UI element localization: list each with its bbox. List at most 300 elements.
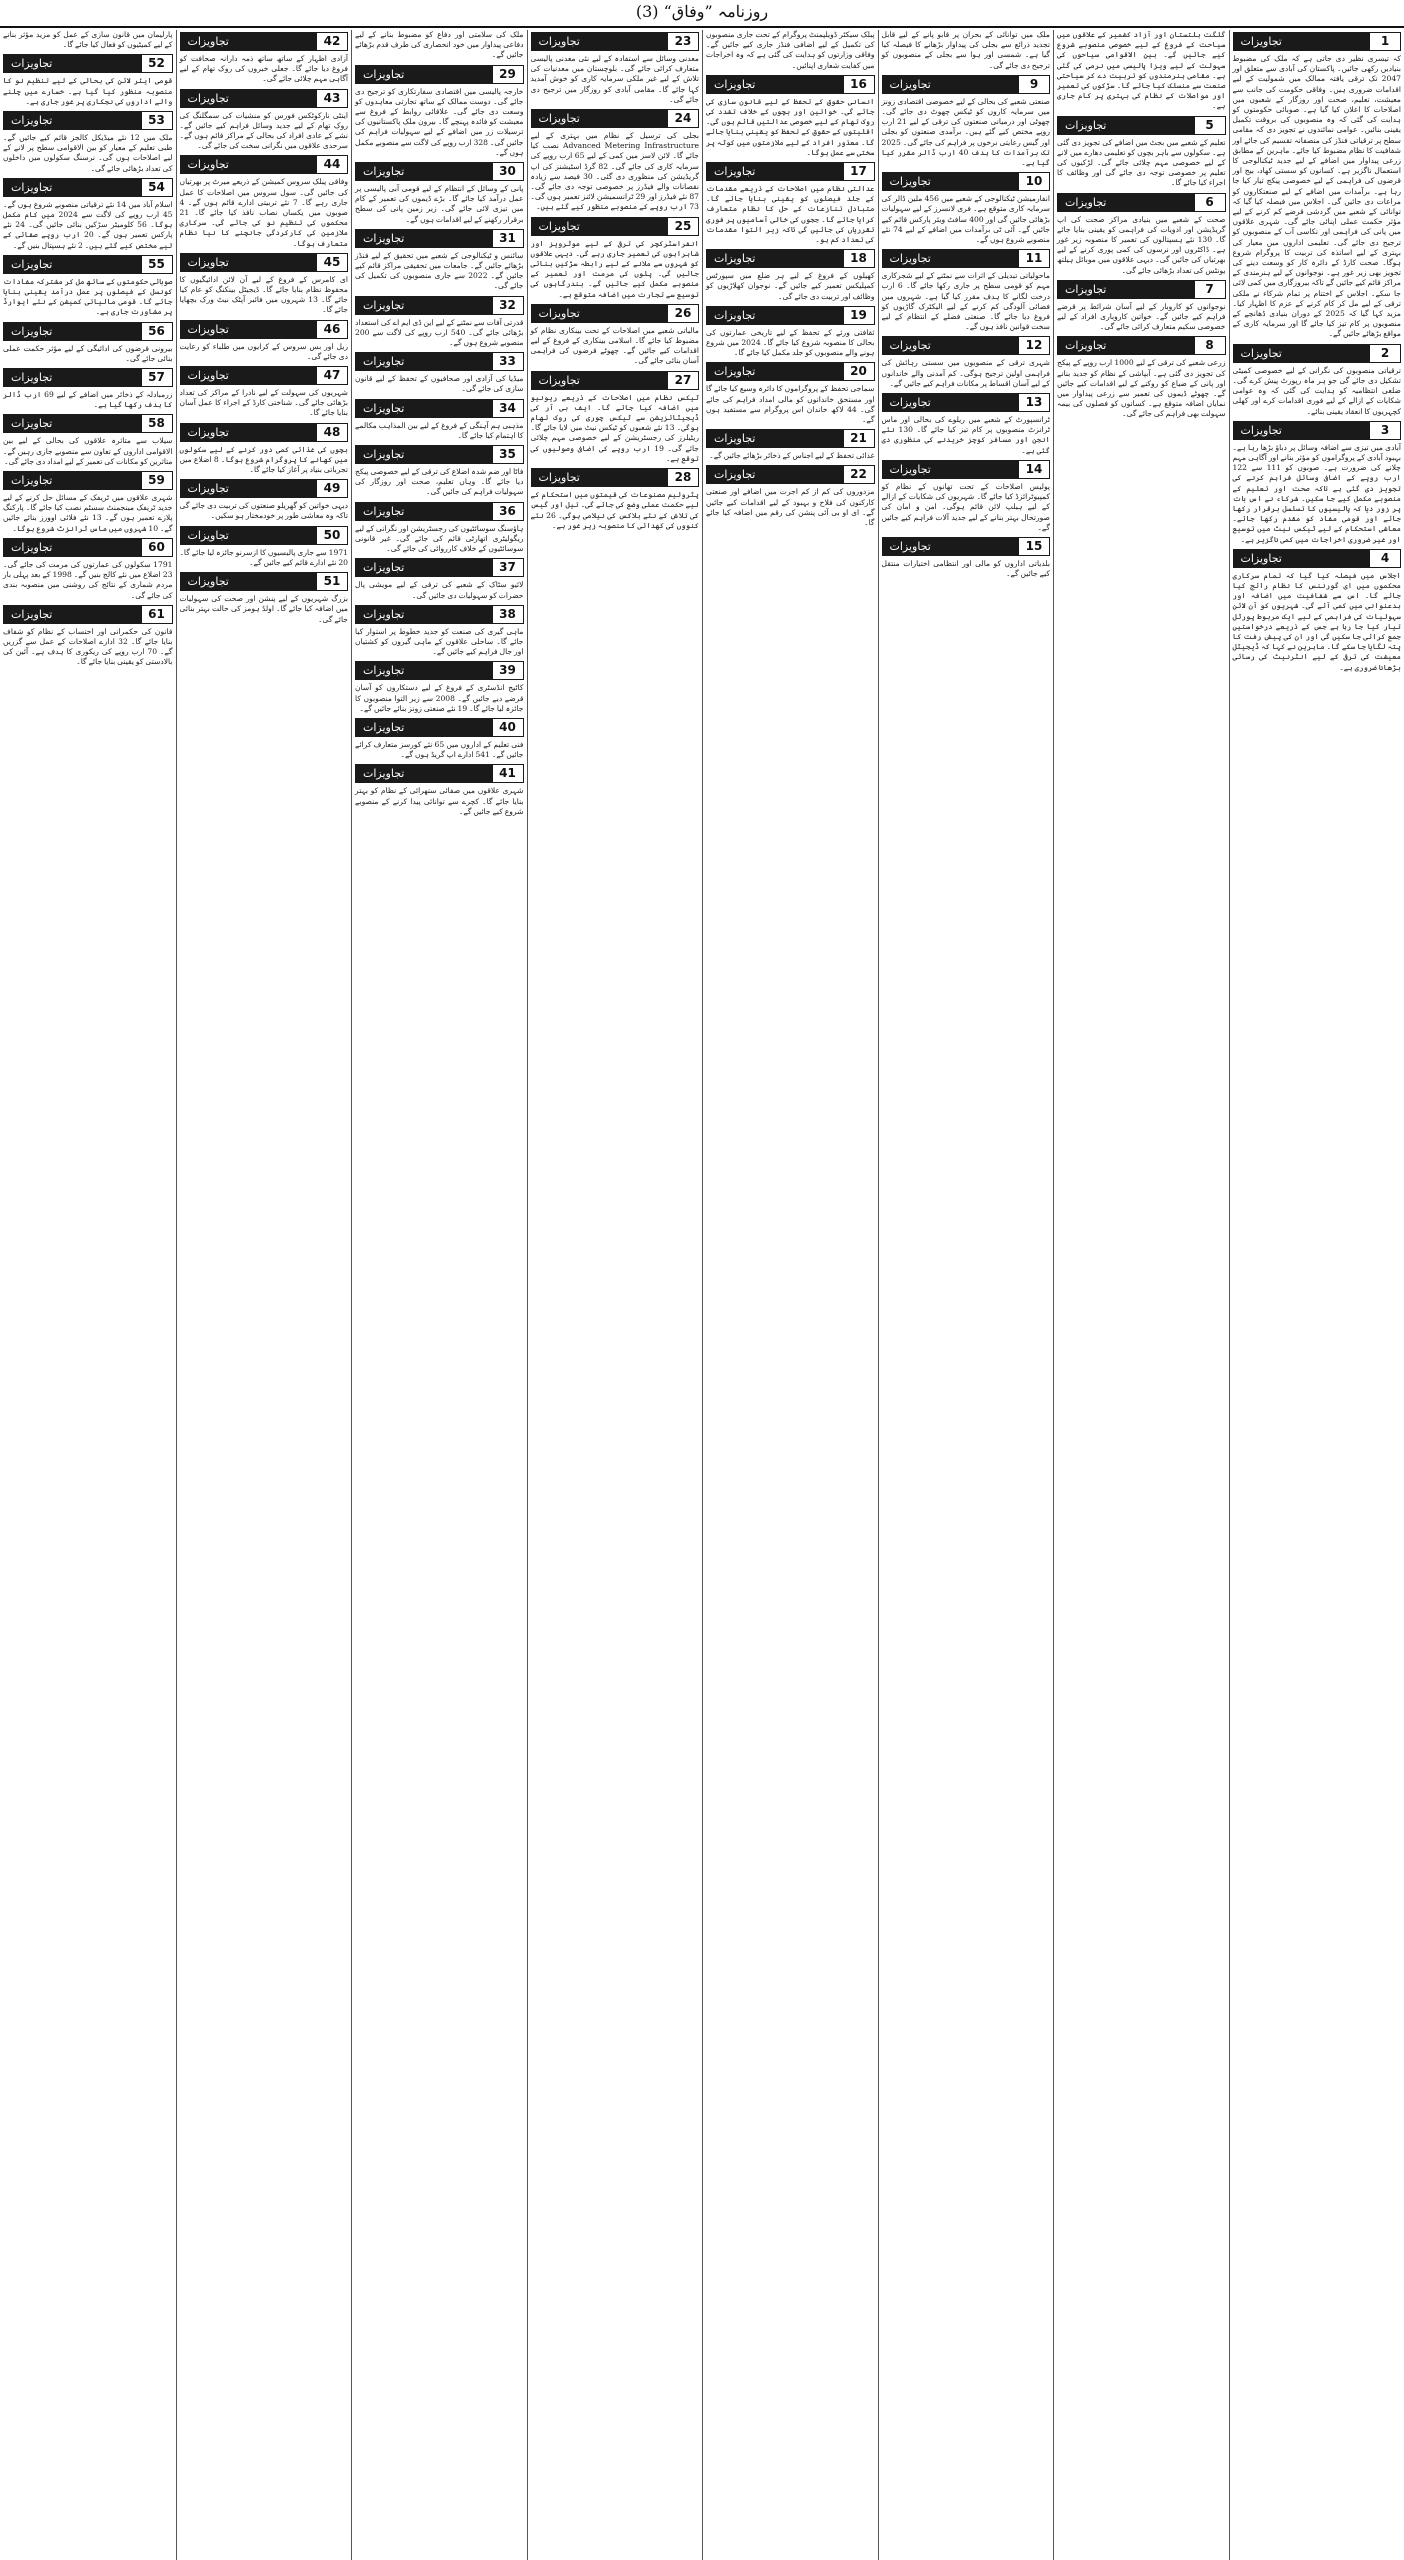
proposal-number: 13 [1018,393,1050,412]
proposal-heading-bar [180,479,349,498]
proposal-item [1057,116,1226,189]
proposal-item [706,362,875,425]
proposal-heading-label: تجاویزات [889,539,931,553]
proposal-item [706,465,875,528]
proposal-number: 58 [141,414,173,433]
proposal-number: 8 [1194,336,1226,355]
proposal-heading-label: تجاویزات [889,77,931,91]
proposal-body-text: ملک میں توانائی کے بحران پر قابو پانے کے لیے قابل تجدید ذرائع سے بجلی کی پیداوار بڑھانے کا فیصلہ کیا گیا ہے۔ شمسی اور ہوا سے بجلی کے منصوبوں کو ترجیح دی جائے گی۔ [881,30,1050,70]
proposal-number: 24 [667,109,699,128]
proposal-item [531,468,700,531]
proposal-body-text: آزادی اظہار کے ساتھ ساتھ ذمہ دارانہ صحافت کو فروغ دیا جائے گا۔ جعلی خبروں کی روک تھام کے لیے آگاہی مہم چلائی جائے گی۔ [179,54,348,84]
proposal-number: 47 [316,366,348,385]
proposal-body-text: لائیو سٹاک کے شعبے کی ترقی کے لیے مویشی پال حضرات کو سہولیات دی جائیں گی۔ [355,580,524,600]
proposal-heading-bar [706,249,875,268]
proposal-body-text: اینٹی نارکوٹکس فورس کو منشیات کی سمگلنگ کی روک تھام کے لیے جدید وسائل فراہم کیے جائیں گے۔ نشے کے عادی افراد کی بحالی کے مراکز قائم ہوں گے۔ سرحدی علاقوں میں نگرانی سخت کی جائے گی۔ [179,110,348,151]
proposal-number: 11 [1018,249,1050,268]
proposal-heading-bar [180,320,349,339]
proposal-body-text: شہری علاقوں میں صفائی ستھرائی کے نظام کو بہتر بنایا جائے گا۔ کچرے سے توانائی پیدا کرنے کے منصوبے شروع کیے جائیں گے۔ [355,786,524,816]
proposal-number: 36 [492,502,524,521]
proposal-item [180,479,349,521]
proposal-body-text: ملک کی سلامتی اور دفاع کو مضبوط بنانے کے لیے دفاعی پیداوار میں خود انحصاری کی طرف قدم بڑھائے جائیں گے۔ [355,30,524,60]
proposal-heading-bar [1057,336,1226,355]
proposal-body-text: انسانی حقوق کے تحفظ کے لیے قانون سازی کی جائے گی۔ خواتین اور بچوں کے خلاف تشدد کی روک تھام کے لیے خصوصی عدالتیں قائم ہوں گی۔ اقلیتوں کے حقوق کے تحفظ کو یقینی بنایا جائے گا۔ معذور افراد کے لیے ملازمتوں میں کوٹہ پر سختی سے عمل ہوگا۔ [706,96,875,157]
proposal-item [706,306,875,359]
proposal-heading-bar [882,460,1051,479]
proposal-heading-bar [531,109,700,128]
proposal-heading-label: تجاویزات [187,158,229,172]
proposal-heading-label: تجاویزات [11,257,53,271]
proposal-heading-bar [1057,193,1226,212]
proposal-heading-label: تجاویزات [187,575,229,589]
proposal-body-text: ٹرانسپورٹ کے شعبے میں ریلوے کی بحالی اور ماس ٹرانزٹ منصوبوں پر کام تیز کیا جائے گا۔ 130 نئے انجن اور مسافر کوچز خریدنے کی منظوری دی گئی ہے۔ [881,415,1051,455]
proposal-heading-bar [355,718,524,737]
proposal-item [882,75,1051,168]
proposal-number: 38 [492,605,524,624]
proposal-item [355,352,524,394]
proposal-item [3,368,173,410]
proposal-heading-label: تجاویزات [889,339,931,353]
proposal-body-text: غذائی تحفظ کے لیے اجناس کے ذخائر بڑھائے جائیں گے۔ [709,451,875,461]
proposal-number: 39 [492,661,524,680]
proposal-heading-bar [355,399,524,418]
proposal-body-text: پولیس اصلاحات کے تحت تھانوں کے نظام کو کمپیوٹرائزڈ کیا جائے گا۔ شہریوں کی شکایات کے ازالے کے لیے ہیلپ لائن قائم ہوگی۔ امن و امان کی صورتحال بہتر بنانے کے لیے جدید آلات فراہم کیے جائیں گے۔ [881,481,1050,532]
proposal-body-text: بیرونی قرضوں کی ادائیگی کے لیے مؤثر حکمت عملی بنائی جائے گی۔ [3,343,173,363]
proposal-number: 46 [316,320,348,339]
proposal-heading-label: تجاویزات [538,373,580,387]
proposal-body-text: کہ تیسری نظیر دی جاتی ہے کہ ملک کی مضبوط بنیادیں رکھی جائیں۔ پاکستان کی آبادی سے متعلق اور 2047 تک ترقی یافتہ ممالک میں شمولیت کے لیے اقدامات ضروری ہیں۔ وفاقی حکومت کی جانب سے معیشت، تعلیم، صحت اور روزگار کے شعبوں میں اصلاحات کا اعلان کیا گیا ہے۔ صوبائی حکومتوں کو ہدایت کی گئی کہ وہ منصوبوں کی بروقت تکمیل یقینی بنائیں۔ عوامی نمائندوں نے تجویز دی کہ مقامی سطح پر ترقیاتی فنڈز کی منصفانہ تقسیم کی جائے اور شفافیت کا نظام مضبوط کیا جائے۔ ماہرین کے مطابق زرعی پیداوار میں اضافے کے لیے جدید ٹیکنالوجی کا استعمال ناگزیر ہے۔ کسانوں کو سستی کھاد، بیج اور قرضوں کی فراہمی کے لیے خصوصی پیکج تیار کیا جا رہا ہے۔ برآمدات میں اضافے کے لیے صنعتکاروں کو مراعات دی جائیں گی۔ اجلاس میں فیصلہ کیا گیا کہ توانائی کے شعبے میں گردشی قرضے کم کرنے کے لیے مؤثر حکمت عملی اپنائی جائے گی۔ شہری علاقوں میں پانی کی فراہمی اور نکاسی آب کے منصوبوں کو ترجیح دی جائے گی۔ تعلیمی اداروں میں معیار کی بہتری کے لیے اساتذہ کی تربیت کا پروگرام شروع ہوگا۔ صحت کارڈ کے دائرہ کار کو وسعت دینے کی تجویز بھی زیر غور ہے۔ نوجوانوں کے لیے ہنرمندی کے مراکز قائم کیے جائیں گے تاکہ بیروزگاری میں کمی لائی جا سکے۔ اجلاس کے اختتام پر تمام شرکاء نے ملکی ترقی کے لیے مل کر کام کرنے کے عزم کا اظہار کیا۔ مزید کہا گیا کہ 2025 کے دوران بنیادی ڈھانچے کے منصوبوں پر کام تیز کیا جائے گا اور سرمایہ کاری کے مواقع بڑھائے جائیں گے۔ [1232,54,1401,339]
proposal-item [531,217,700,300]
proposal-body-text: قومی ایئر لائن کی بحالی کے لیے تنظیم نو کا منصوبہ منظور کیا گیا ہے۔ خسارے میں چلنے والے اداروں کی نجکاری پر غور جاری ہے۔ [3,76,173,106]
proposal-body-text: گلگت بلتستان اور آزاد کشمیر کے علاقوں میں سیاحت کے فروغ کے لیے خصوصی منصوبے شروع کیے جائیں گے۔ بین الاقوامی سیاحوں کی سہولت کے لیے ویزا پالیسی میں نرمی کی گئی ہے۔ مقامی ہنرمندوں کو تربیت دے کر سیاحتی صنعت سے منسلک کیا جائے گا۔ سڑکوں کی تعمیر اور مواصلات کے نظام کی بہتری پر کام جاری ہے۔ [1057,30,1226,111]
proposal-number: 9 [1018,75,1050,94]
proposal-heading-label: تجاویزات [363,448,405,462]
proposal-heading-bar [180,366,349,385]
proposal-body-text: مذہبی ہم آہنگی کے فروغ کے لیے بین المذاہب مکالمے کا اہتمام کیا جائے گا۔ [355,420,524,440]
proposal-item [882,249,1051,332]
proposal-number: 3 [1369,421,1401,440]
proposal-body-text: فنی تعلیم کے اداروں میں 65 نئے کورسز متعارف کرائے جائیں گے۔ 541 ادارے اپ گریڈ ہوں گے۔ [355,739,524,760]
proposal-number: 49 [316,479,348,498]
proposal-heading-label: تجاویزات [889,252,931,266]
proposal-heading-label: تجاویزات [187,425,229,439]
proposal-number: 50 [316,526,348,545]
proposal-heading-label: تجاویزات [363,298,405,312]
proposal-body-text: مالیاتی شعبے میں اصلاحات کے تحت بینکاری نظام کو مضبوط کیا جائے گا۔ اسلامی بینکاری کے فروغ کے لیے اقدامات کیے جائیں گے۔ چھوٹے قرضوں کی فراہمی آسان بنائی جائے گی۔ [530,325,699,366]
proposal-heading-bar [180,155,349,174]
proposal-heading-bar [531,217,700,236]
proposal-item [3,111,173,174]
proposal-item [180,423,349,476]
proposal-body-text: صحت کے شعبے میں بنیادی مراکز صحت کی اپ گریڈیشن اور ادویات کی فراہمی کو یقینی بنایا جائے گا۔ 130 نئے ہسپتالوں کی تعمیر کا منصوبہ زیر غور ہے۔ ڈاکٹروں اور نرسوں کی کمی پوری کرنے کے لیے بھرتیاں کی جائیں گی۔ دیہی علاقوں میں موبائل ہیلتھ یونٹس کی تعداد بڑھائی جائے گی۔ [1057,214,1226,275]
proposal-item [882,336,1051,389]
proposal-number: 2 [1369,344,1401,363]
proposal-body-text: شہریوں کی سہولت کے لیے نادرا کے مراکز کی تعداد بڑھائی جائے گی۔ شناختی کارڈ کے اجراء کا عمل آسان بنایا جائے گا۔ [179,388,348,418]
proposal-number: 43 [316,89,348,108]
proposal-number: 40 [492,718,524,737]
proposal-heading-label: تجاویزات [187,369,229,383]
proposal-item [355,718,524,760]
proposal-body-text: نوجوانوں کو کاروبار کے لیے آسان شرائط پر قرضے فراہم کیے جائیں گے۔ خواتین کاروباری افراد کے لیے خصوصی سکیم متعارف کرائی جائے گی۔ [1057,301,1226,332]
proposal-item [180,253,349,316]
proposal-heading-label: تجاویزات [11,540,53,554]
proposal-body-text: اجلاس میں فیصلہ کیا گیا کہ تمام سرکاری محکموں میں ای گورننس کا نظام رائج کیا جائے گا۔ اس سے شفافیت میں اضافہ اور بدعنوانی میں کمی آئے گی۔ شہریوں کو آن لائن سہولیات کی فراہمی کے لیے ایک مربوط پورٹل تیار کیا جا رہا ہے جس کے ذریعے درخواستیں جمع کرائی جا سکیں گی اور ان کی پیش رفت کا پتہ لگایا جا سکے گا۔ ماہرین نے کہا کہ ڈیجیٹل معیشت کی ترقی کے لیے انٹرنیٹ کی رسائی بڑھانا ضروری ہے۔ [1232,570,1401,672]
proposal-number: 6 [1194,193,1226,212]
proposal-number: 35 [492,445,524,464]
proposal-heading-bar [3,538,173,557]
proposal-number: 14 [1018,460,1050,479]
proposal-heading-label: تجاویزات [363,767,405,781]
proposal-heading-label: تجاویزات [1240,35,1282,48]
proposal-heading-bar [3,471,173,490]
proposal-item [882,537,1051,579]
proposal-number: 5 [1194,116,1226,135]
proposal-heading-bar [3,605,173,624]
proposal-heading-bar [180,423,349,442]
proposal-body-text: پبلک سیکٹر ڈویلپمنٹ پروگرام کے تحت جاری منصوبوں کی تکمیل کے لیے اضافی فنڈز جاری کیے جائیں گے۔ وفاقی وزارتوں کو ہدایت کی گئی ہے کہ وہ اخراجات میں کفایت شعاری اپنائیں۔ [706,30,875,70]
proposal-body-text: قانون کی حکمرانی اور احتساب کے نظام کو شفاف بنایا جائے گا۔ 32 ادارے اصلاحات کے عمل سے گزریں گے۔ 70 ارب روپے کی ریکوری کا ہدف ہے۔ آئین کی بالادستی کو یقینی بنایا جائے گا۔ [3,626,173,667]
proposal-heading-label: تجاویزات [187,91,229,105]
proposal-number: 41 [492,764,524,783]
proposal-body-text: شہری ترقی کے منصوبوں میں سستی رہائش کی فراہمی اولین ترجیح ہوگی۔ کم آمدنی والے خاندانوں کے لیے آسان اقساط پر مکانات فراہم کیے جائیں گے۔ [881,358,1050,388]
proposal-heading-label: تجاویزات [714,365,756,379]
proposal-heading-label: تجاویزات [538,306,580,320]
proposal-heading-label: تجاویزات [363,720,405,734]
proposal-number: 15 [1018,537,1050,556]
proposal-body-text: ملک میں 12 نئے میڈیکل کالجز قائم کیے جائیں گے۔ طبی تعلیم کے معیار کو بین الاقوامی سطح پر لانے کے لیے اصلاحات ہوں گی۔ نرسنگ سکولوں میں داخلوں کی تعداد بڑھائی جائے گی۔ [3,133,173,173]
proposal-heading-bar [3,255,173,274]
proposal-item [882,172,1051,245]
proposal-heading-bar [3,414,173,433]
proposal-body-text: صنعتی شعبے کی بحالی کے لیے خصوصی اقتصادی زونز میں سرمایہ کاروں کو ٹیکس چھوٹ دی جائے گی۔ چھوٹی اور درمیانی صنعتوں کی ترقی کے لیے 21 ارب روپے مختص کیے گئے ہیں۔ برآمدی صنعتوں کو بجلی اور گیس رعایتی نرخوں پر فراہم کی جائے گی۔ 2025 تک برآمدات کا ہدف 40 ارب ڈالر مقرر کیا گیا ہے۔ [881,96,1051,168]
column-4 [702,30,878,2560]
column-2 [1053,30,1229,2560]
proposal-heading-bar [1057,116,1226,135]
proposal-heading-bar [706,429,875,448]
proposal-body-text: بجلی کی ترسیل کے نظام میں بہتری کے لیے Advanced Metering Infrastructure نصب کیا جائے گا۔ لائن لاسز میں کمی کے لیے 65 ارب روپے کی سرمایہ کاری کی جائے گی۔ 82 گرڈ اسٹیشنز کی اپ گریڈیشن کی منظوری دی گئی۔ 30 فیصد سے زیادہ نقصانات والے فیڈرز پر خصوصی توجہ دی جائے گی۔ 87 نئے فیڈرز اور 29 ٹرانسمیشن لائنز تعمیر ہوں گی۔ 73 ارب روپے کے منصوبے منظور کیے گئے ہیں۔ [530,131,700,212]
proposal-number: 20 [843,362,875,381]
proposal-body-text: زرعی شعبے کی ترقی کے لیے 1000 ارب روپے کے پیکج کی تجویز دی گئی ہے۔ آبپاشی کے نظام کو جدید بنانے اور پانی کے ضیاع کو روکنے کے لیے اقدامات کیے جائیں گے۔ چھوٹے ڈیموں کی تعمیر سے زرعی پیداوار میں نمایاں اضافہ متوقع ہے۔ کسانوں کو فصلوں کی بیمہ سہولت بھی فراہم کی جائے گی۔ [1057,358,1226,419]
proposal-body-text: سماجی تحفظ کے پروگراموں کا دائرہ وسیع کیا جائے گا اور مستحق خاندانوں کو مالی امداد فراہم کی جائے گی۔ 44 لاکھ خاندان اس پروگرام سے مستفید ہوں گے۔ [706,384,875,425]
proposal-number: 29 [492,65,524,84]
proposal-heading-bar [1233,549,1402,568]
proposal-number: 60 [141,538,173,557]
proposal-heading-label: تجاویزات [363,401,405,415]
proposal-item [706,162,875,245]
proposal-heading-label: تجاویزات [187,322,229,336]
proposal-heading-label: تجاویزات [187,482,229,496]
proposal-heading-bar [706,306,875,325]
proposal-heading-label: تجاویزات [714,252,756,266]
proposal-heading-label: تجاویزات [538,471,580,485]
proposal-heading-bar [882,249,1051,268]
proposal-number: 1 [1369,32,1401,51]
proposal-heading-label: تجاویزات [538,219,580,233]
proposal-item [355,764,524,817]
proposal-number: 44 [316,155,348,174]
proposal-body-text: ثقافتی ورثے کے تحفظ کے لیے تاریخی عمارتوں کی بحالی کا منصوبہ شروع کیا جائے گا۔ 2024 میں شروع ہونے والے منصوبوں کو جلد مکمل کیا جائے گا۔ [706,327,875,358]
proposal-item [3,538,173,601]
proposal-number: 17 [843,162,875,181]
proposal-heading-label: تجاویزات [363,355,405,369]
proposal-item [355,445,524,498]
proposal-heading-bar [355,162,524,181]
proposal-body-text: انفارمیشن ٹیکنالوجی کے شعبے میں 456 ملین ڈالر کی سرمایہ کاری متوقع ہے۔ فری لانسرز کے لیے سہولیات بڑھائی جائیں گی اور 400 سافٹ ویئر پارکس قائم کیے جائیں گے۔ آئی ٹی برآمدات میں اضافے کے لیے 74 نئے منصوبے شروع ہوں گے۔ [881,194,1050,245]
proposal-body-text: 1791 سکولوں کی عمارتوں کی مرمت کی جائے گی۔ 23 اضلاع میں نئے کالج بنیں گے۔ 1998 کے بعد پہلی بار مردم شماری کے نتائج کی روشنی میں منصوبہ بندی کی جائے گی۔ [3,559,173,600]
proposal-item [3,54,173,107]
proposal-body-text: دیہی خواتین کو گھریلو صنعتوں کی تربیت دی جائے گی تاکہ وہ معاشی طور پر خودمختار ہو سکیں۔ [179,501,348,521]
proposal-number: 42 [316,32,348,51]
proposal-heading-bar [706,75,875,94]
proposal-heading-label: تجاویزات [363,561,405,575]
proposal-heading-bar [180,253,349,272]
proposal-heading-bar [180,572,349,591]
proposal-heading-label: تجاویزات [1065,195,1107,209]
proposal-heading-label: تجاویزات [1240,551,1282,565]
proposal-item [180,89,349,152]
proposal-number: 4 [1369,549,1401,568]
proposal-heading-bar [355,296,524,315]
proposal-body-text: ماہی گیری کی صنعت کو جدید خطوط پر استوار کیا جائے گا۔ ساحلی علاقوں کے ماہی گیروں کو کشتیاں اور جال فراہم کیے جائیں گے۔ [355,626,524,657]
proposal-body-text: ٹیکس نظام میں اصلاحات کے ذریعے ریونیو میں اضافہ کیا جائے گا۔ ایف بی آر کی ڈیجیٹائزیشن سے ٹیکس چوری کی روک تھام ہوگی۔ 13 نئے شعبوں کو ٹیکس نیٹ میں لایا جائے گا۔ ریٹیلرز کی رجسٹریشن کے لیے خصوصی مہم چلائی جائے گی۔ 19 ارب روپے کی اضافی وصولیوں کی توقع ہے۔ [530,392,699,463]
proposal-heading-label: تجاویزات [714,468,756,482]
proposal-item [1057,193,1226,276]
proposal-number: 10 [1018,172,1050,191]
proposal-item [180,572,349,625]
proposal-item [706,30,875,71]
proposal-number: 21 [843,429,875,448]
proposal-heading-bar [531,32,700,51]
proposal-item [1233,549,1402,673]
proposal-item [1233,344,1402,417]
proposal-heading-label: تجاویزات [889,462,931,476]
proposal-heading-bar [180,89,349,108]
proposal-body-text: سیلاب سے متاثرہ علاقوں کی بحالی کے لیے بین الاقوامی اداروں کے تعاون سے منصوبے جاری رہیں گے۔ متاثرین کو مکانات کی تعمیر کے لیے امداد دی جائے گی۔ [3,436,173,466]
proposal-body-text: سائنس و ٹیکنالوجی کے شعبے میں تحقیق کے لیے فنڈز بڑھائے جائیں گے۔ جامعات میں تحقیقی مراکز قائم کیے جائیں گے۔ 2022 سے جاری منصوبوں کی تکمیل کی جائے گی۔ [355,250,524,291]
proposal-item [882,393,1051,456]
proposal-item [3,178,173,251]
proposal-heading-bar [3,368,173,387]
proposal-body-text: شہری علاقوں میں ٹریفک کے مسائل حل کرنے کے لیے جدید ٹریفک مینجمنٹ سسٹم نصب کیا جائے گا۔ پارکنگ پلازے تعمیر ہوں گے۔ 13 نئے فلائی اوورز بنائے جائیں گے۔ 10 شہروں میں ماس ٹرانزٹ شروع ہوگا۔ [3,493,173,533]
proposal-heading-bar [3,111,173,130]
proposal-item [531,109,700,213]
proposal-body-text: ای کامرس کے فروغ کے لیے آن لائن ادائیگیوں کا محفوظ نظام بنایا جائے گا۔ ڈیجیٹل بینکنگ کو عام کیا جائے گا۔ 13 شہروں میں فائبر آپٹک نیٹ ورک بچھایا جائے گا۔ [179,274,348,315]
proposal-body-text: کھیلوں کے فروغ کے لیے ہر ضلع میں سپورٹس کمپلیکس تعمیر کیے جائیں گے۔ نوجوان کھلاڑیوں کو وظائف اور تربیت دی جائے گی۔ [706,271,875,301]
proposal-heading-label: تجاویزات [187,255,229,269]
proposal-number: 32 [492,296,524,315]
proposal-number: 12 [1018,336,1050,355]
proposal-body-text: معدنی وسائل سے استفادہ کے لیے نئی معدنی پالیسی متعارف کرائی جائے گی۔ بلوچستان میں معدنیات کی تلاش کے لیے غیر ملکی سرمایہ کاری کو خوش آمدید کہا جائے گا۔ مقامی آبادی کو روزگار میں ترجیح دی جائے گی۔ [530,54,699,104]
proposal-number: 31 [492,229,524,248]
proposal-heading-bar [706,465,875,484]
column-6 [351,30,527,2560]
proposal-number: 26 [667,304,699,323]
proposal-body-text: ترقیاتی منصوبوں کی نگرانی کے لیے خصوصی کمیٹی تشکیل دی جائے گی جو ہر ماہ رپورٹ پیش کرے گی۔ ضلعی انتظامیہ کو ہدایت کی گئی کہ وہ عوامی شکایات کے ازالے کے لیے فوری اقدامات کرے اور کھلی کچہریوں کا انعقاد یقینی بنائے۔ [1232,365,1401,416]
proposal-body-text: آبادی میں تیزی سے اضافہ وسائل پر دباؤ بڑھا رہا ہے۔ بہبود آبادی کے پروگراموں کو مؤثر بنانے اور آگاہی مہم چلانے کی ضرورت ہے۔ صوبوں کو 111 سے 122 ارب روپے کے اضافی وسائل فراہم کرنے کی تجویز دی گئی ہے تاکہ صحت اور تعلیم کے منصوبے مکمل کیے جا سکیں۔ شرکاء نے اس بات پر زور دیا کہ پالیسیوں کا تسلسل برقرار رکھا جائے اور قومی مفاد کو مقدم رکھا جائے۔ معاشی استحکام کے لیے ٹیکس نیٹ میں توسیع اور غیر ضروری اخراجات میں کمی ناگزیر ہے۔ [1232,442,1402,544]
proposal-body-text: پٹرولیم مصنوعات کی قیمتوں میں استحکام کے لیے حکمت عملی وضع کی جائے گی۔ تیل اور گیس کی تلاش کے نئے بلاکس کی نیلامی ہوگی۔ 26 نئے کنووں کی کھدائی کا منصوبہ زیر غور ہے۔ [530,490,699,530]
proposal-body-text: مزدوروں کی کم از کم اجرت میں اضافے اور صنعتی کارکنوں کی فلاح و بہبود کے لیے اقدامات کیے جائیں گے۔ ای او بی آئی پنشن کی رقم میں اضافہ کیا جائے گا۔ [706,487,875,528]
proposal-heading-label: تجاویزات [11,607,53,621]
proposal-heading-label: تجاویزات [889,396,931,410]
proposal-heading-label: تجاویزات [714,432,756,446]
proposal-body-text: خارجہ پالیسی میں اقتصادی سفارتکاری کو ترجیح دی جائے گی۔ دوست ممالک کے ساتھ تجارتی معاہدوں کو وسعت دی جائے گی۔ علاقائی روابط کے فروغ سے معیشت کو فائدہ پہنچے گا۔ بیرون ملک پاکستانیوں کی ترسیلات زر میں اضافے کے لیے سہولیات فراہم کی جائیں گی۔ 328 ارب روپے کی لاگت سے منصوبے مکمل ہوں گے۔ [355,86,524,157]
column-7 [176,30,352,2560]
proposal-heading-label: تجاویزات [538,112,580,126]
column-5 [527,30,703,2560]
proposal-item [180,320,349,362]
proposal-item [3,255,173,318]
proposal-body-text: ماحولیاتی تبدیلی کے اثرات سے نمٹنے کے لیے شجرکاری مہم کو قومی سطح پر جاری رکھا جائے گا۔ 6 ارب درخت لگانے کا ہدف مقرر کیا گیا ہے۔ شہروں میں فضائی آلودگی کم کرنے کے لیے الیکٹرک گاڑیوں کو فروغ دیا جائے گا۔ صنعتی فضلے کے انتظام کے لیے سخت قوانین نافذ ہوں گے۔ [881,271,1051,332]
proposal-heading-bar [355,764,524,783]
column-1 [1229,30,1404,2560]
proposal-number: 28 [667,468,699,487]
proposal-number: 37 [492,558,524,577]
proposal-item [1057,336,1226,419]
proposal-heading-label: تجاویزات [1065,339,1107,353]
proposal-item [355,162,524,225]
proposal-number: 33 [492,352,524,371]
proposal-heading-label: تجاویزات [1240,423,1282,437]
proposal-body-text: 1971 سے جاری پالیسیوں کا ازسرنو جائزہ لیا جائے گا۔ 20 نئے ادارے قائم کیے جائیں گے۔ [179,547,348,567]
proposal-heading-label: تجاویزات [11,180,53,194]
proposal-heading-bar [355,558,524,577]
proposal-number: 22 [843,465,875,484]
proposal-heading-label: تجاویزات [11,417,53,431]
proposal-item [1057,280,1226,333]
proposal-heading-label: تجاویزات [363,67,405,81]
proposal-heading-bar [3,322,173,341]
proposal-item [3,322,173,364]
proposal-body-text: عدالتی نظام میں اصلاحات کے ذریعے مقدمات کے جلد فیصلوں کو یقینی بنایا جائے گا۔ متبادل تنازعات کے حل کا نظام متعارف کرایا جائے گا۔ ججوں کی خالی آسامیوں پر فوری تقرریاں کی جائیں گی تاکہ زیر التوا مقدمات کی تعداد کم ہو۔ [706,184,875,245]
proposal-number: 16 [843,75,875,94]
proposal-heading-label: تجاویزات [363,231,405,245]
proposal-item [355,399,524,441]
proposal-number: 18 [843,249,875,268]
proposal-heading-label: تجاویزات [11,114,53,128]
proposal-item [531,304,700,367]
proposal-heading-label: تجاویزات [187,528,229,542]
proposal-item [355,558,524,600]
proposal-item [531,371,700,464]
proposal-heading-bar [1057,280,1226,299]
proposal-item [180,526,349,568]
proposal-heading-label: تجاویزات [363,165,405,179]
proposal-heading-bar [531,304,700,323]
proposal-number: 23 [667,32,699,51]
proposal-item [355,229,524,292]
proposal-item [3,30,173,50]
proposal-heading-bar [1233,32,1402,51]
proposal-body-text: میڈیا کی آزادی اور صحافیوں کے تحفظ کے لیے قانون سازی کی جائے گی۔ [355,374,524,394]
proposal-number: 55 [141,255,173,274]
masthead [0,0,1404,28]
proposal-heading-bar [882,336,1051,355]
proposal-heading-bar [180,526,349,545]
proposal-number: 7 [1194,280,1226,299]
proposal-body-text: بزرگ شہریوں کے لیے پنشن اور صحت کی سہولیات میں اضافہ کیا جائے گا۔ اولڈ ہومز کی حالت بہتر بنائی جائے گی۔ [179,594,348,624]
proposal-item [180,32,349,85]
proposal-number: 19 [843,306,875,325]
proposal-heading-bar [355,502,524,521]
proposal-item [180,155,349,248]
proposal-item [180,366,349,419]
proposal-item [355,605,524,658]
proposal-number: 30 [492,162,524,181]
proposal-heading-bar [180,32,349,51]
proposal-number: 53 [141,111,173,130]
proposal-heading-bar [3,178,173,197]
proposal-number: 51 [316,572,348,591]
proposal-heading-bar [882,393,1051,412]
proposal-heading-label: تجاویزات [11,324,53,338]
columns-container [0,30,1404,2560]
proposal-body-text: فاٹا اور ضم شدہ اضلاع کی ترقی کے لیے خصوصی پیکج دیا جائے گا۔ وہاں تعلیم، صحت اور روزگار کی سہولیات فراہم کی جائیں گی۔ [355,467,524,497]
proposal-heading-label: تجاویزات [714,308,756,322]
proposal-heading-label: تجاویزات [363,607,405,621]
proposal-item [882,460,1051,533]
proposal-number: 56 [141,322,173,341]
proposal-item [3,414,173,467]
proposal-item [1233,421,1402,545]
proposal-number: 59 [141,471,173,490]
proposal-heading-bar [882,172,1051,191]
proposal-heading-label: تجاویزات [187,35,229,48]
proposal-body-text: اسلام آباد میں 14 نئے ترقیاتی منصوبے شروع ہوں گے۔ 45 ارب روپے کی لاگت سے 2024 میں کام مکمل ہوگا۔ 56 کلومیٹر سڑکیں بنائی جائیں گی۔ 24 نئے پارکس تعمیر ہوں گے۔ 20 ارب روپے صفائی کے لیے مختص کیے گئے ہیں۔ 2 نئے ہسپتال بنیں گے۔ [3,199,173,250]
proposal-item [355,661,524,714]
proposal-heading-bar [355,352,524,371]
proposal-body-text: تعلیم کے شعبے میں بجٹ میں اضافے کی تجویز دی گئی ہے۔ سکولوں سے باہر بچوں کو تعلیمی دھارے میں لانے کے لیے خصوصی مہم چلائی جائے گی۔ لڑکیوں کی تعلیم پر خصوصی توجہ دی جائے گی اور وظائف کا اجراء کیا جائے گا۔ [1057,137,1226,188]
proposal-heading-bar [355,661,524,680]
proposal-heading-bar [355,229,524,248]
proposal-body-text: وفاقی پبلک سروس کمیشن کے ذریعے میرٹ پر بھرتیاں کی جائیں گی۔ سول سروس میں اصلاحات کا عمل جاری رہے گا۔ 7 نئے تربیتی ادارے قائم ہوں گے۔ 4 صوبوں میں یکساں نصاب نافذ کیا جائے گا۔ 21 محکموں کی تنظیم نو کی جائے گی۔ سرکاری ملازمین کی کارکردگی جانچنے کا نیا نظام متعارف ہوگا۔ [179,177,348,248]
proposal-heading-label: تجاویزات [889,175,931,189]
column-8 [0,30,176,2560]
proposal-item [355,30,524,61]
proposal-item [3,605,173,668]
proposal-heading-label: تجاویزات [714,165,756,179]
proposal-heading-label: تجاویزات [11,57,53,71]
proposal-number: 48 [316,423,348,442]
proposal-heading-label: تجاویزات [714,77,756,91]
proposal-body-text: صوبائی حکومتوں کے ساتھ مل کر مشترکہ مفادات کونسل کے فیصلوں پر عمل درآمد یقینی بنایا جائے گا۔ قومی مالیاتی کمیشن کے نئے ایوارڈ پر مشاورت جاری ہے۔ [3,276,173,317]
proposal-item [355,296,524,349]
proposal-heading-label: تجاویزات [363,504,405,518]
proposal-number: 61 [141,605,173,624]
proposal-item [706,75,875,158]
proposal-body-text: پارلیمان میں قانون سازی کے عمل کو مزید مؤثر بنانے کے لیے کمیٹیوں کو فعال کیا جائے گا۔ [3,30,173,50]
masthead-title: روزنامہ ”وفاق“ (3) [635,2,769,21]
proposal-body-text: ریل اور بس سروس کے کرایوں میں طلباء کو رعایت دی جائے گی۔ [179,341,348,361]
proposal-heading-label: تجاویزات [363,664,405,678]
proposal-heading-label: تجاویزات [1240,346,1282,360]
proposal-heading-label: تجاویزات [11,474,53,488]
proposal-item [355,502,524,555]
proposal-item [1233,32,1402,340]
proposal-heading-bar [531,371,700,390]
proposal-body-text: کاٹیج انڈسٹری کے فروغ کے لیے دستکاروں کو آسان قرضے دیے جائیں گے۔ 2008 سے زیر التوا منصوبوں کا جائزہ لیا جائے گا۔ 19 نئے صنعتی زونز بنائے جائیں گے۔ [355,683,524,713]
proposal-heading-label: تجاویزات [11,371,53,385]
proposal-heading-label: تجاویزات [1065,282,1107,296]
proposal-heading-bar [3,54,173,73]
proposal-item [531,32,700,105]
proposal-heading-bar [1233,344,1402,363]
proposal-body-text: بلدیاتی اداروں کو مالی اور انتظامی اختیارات منتقل کیے جائیں گے۔ [881,558,1050,579]
proposal-item [882,30,1051,71]
proposal-heading-bar [531,468,700,487]
proposal-item [706,429,875,461]
proposal-body-text: قدرتی آفات سے نمٹنے کے لیے این ڈی ایم اے کی استعداد بڑھائی جائے گی۔ 540 ارب روپے کی لاگت سے 200 منصوبے شروع ہوں گے۔ [355,317,524,348]
proposal-body-text: ہاؤسنگ سوسائٹیوں کی رجسٹریشن اور نگرانی کے لیے ریگولیٹری اتھارٹی قائم کی جائے گی۔ غیر قانونی سوسائٹیوں کے خلاف کارروائی کی جائے گی۔ [355,523,524,554]
